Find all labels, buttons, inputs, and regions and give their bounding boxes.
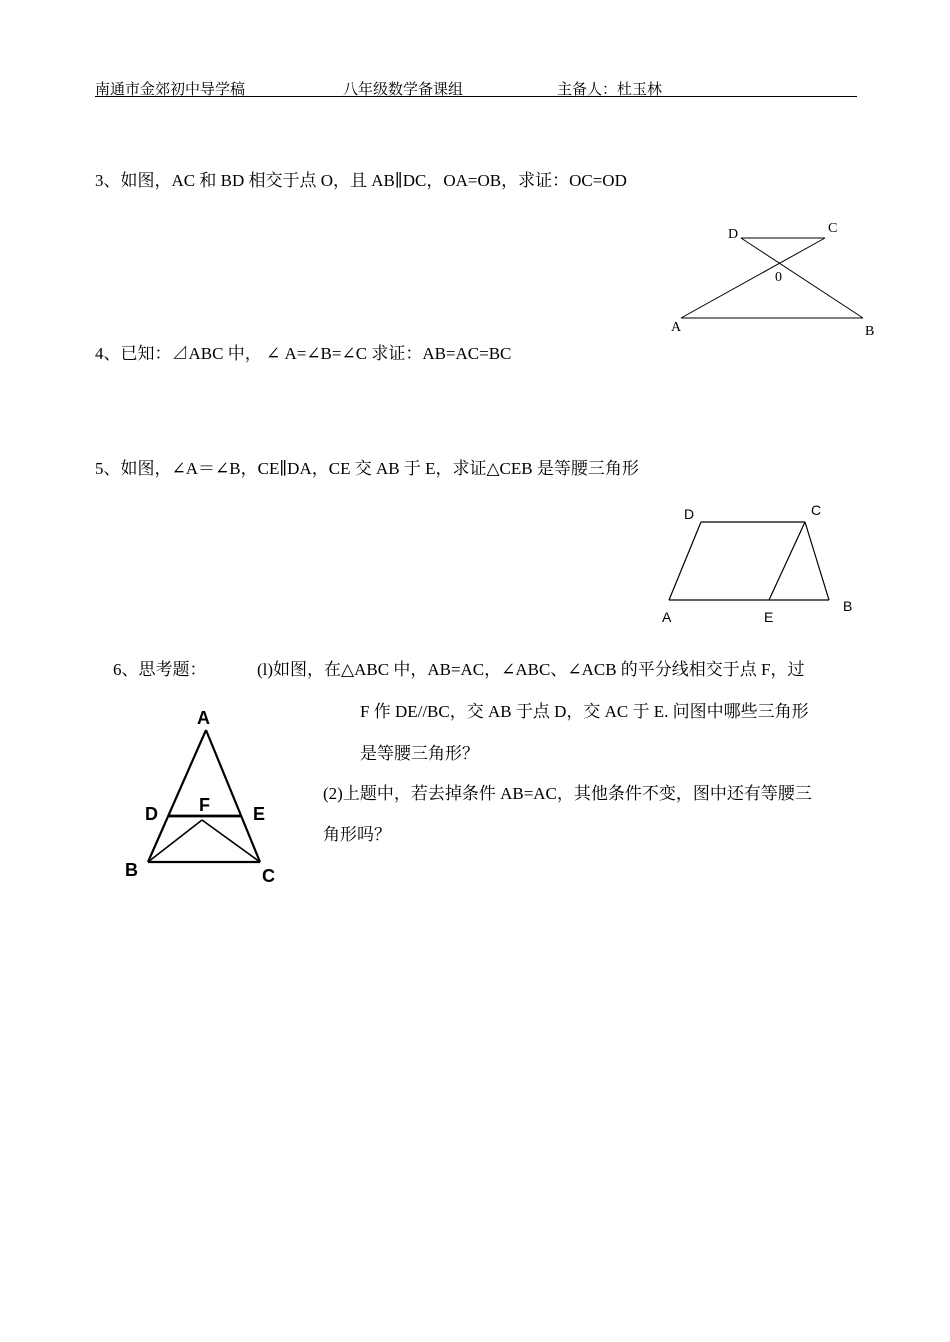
label-f: F [199,795,210,815]
question-6-part1-line3: 是等腰三角形？ [360,744,479,763]
label-e: E [253,804,266,824]
question-6-part2-line1: (2)上题中，若去掉条件 AB=AC，其他条件不变，图中还有等腰三 [323,784,812,803]
segment-bd [741,238,863,318]
label-b: B [843,598,853,614]
label-c: C [828,221,838,236]
header-rule [95,96,857,97]
label-a: A [197,708,210,728]
question-6-part1-line2: F 作 DE//BC，交 AB 于点 D，交 AC 于 E. 问图中哪些三角形 [360,702,809,721]
label-o: 0 [775,270,782,285]
figure-q3 [665,215,885,345]
label-d: D [145,804,158,824]
segment-ce [769,522,805,600]
figure-q5 [655,500,865,630]
question-6-part1-line1: (l)如图，在△ABC 中，AB=AC，∠ABC、∠ACB 的平分线相交于点 F，过 [257,660,805,679]
label-b: B [125,860,138,880]
label-c: C [262,866,275,886]
question-3: 3、如图，AC 和 BD 相交于点 O，且 AB∥DC，OA=OB，求证：OC=OD [95,171,627,190]
question-6-title: 6、思考题： [113,660,207,679]
label-b: B [865,324,875,339]
segment-ac [681,238,825,318]
label-d: D [684,506,695,522]
header-school: 南通市金郊初中导学稿 [95,82,246,98]
header-author: 主备人：杜玉林 [557,82,663,98]
label-c: C [811,502,822,518]
segment-ad [669,522,701,600]
question-5: 5、如图，∠A＝∠B，CE∥DA，CE 交 AB 于 E，求证△CEB 是等腰三角形 [95,459,639,478]
question-4: 4、已知：⊿ABC 中， ∠ A=∠B=∠C 求证：AB=AC=BC [95,344,512,363]
question-6-part2-line2: 角形吗？ [323,825,391,844]
label-a: A [671,320,682,335]
segment-cb [805,522,829,600]
segment-ab [148,730,206,862]
label-a: A [662,609,672,625]
label-e: E [764,609,774,625]
label-d: D [728,227,739,242]
figure-q6 [120,700,290,890]
header-group: 八年级数学备课组 [343,82,464,98]
